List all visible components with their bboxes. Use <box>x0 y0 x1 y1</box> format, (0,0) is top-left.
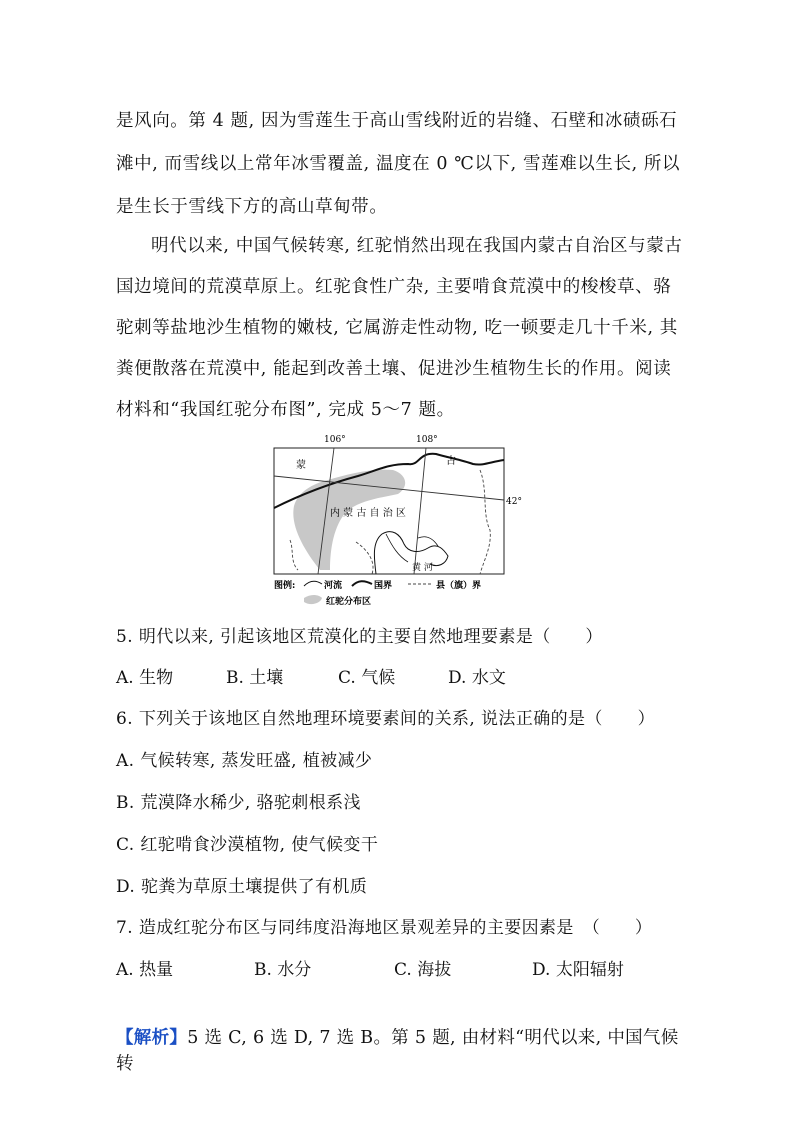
label-meng: 蒙 <box>296 460 306 471</box>
legend-camel-symbol <box>304 595 322 604</box>
q7-option-b: B. 水分 <box>254 960 312 980</box>
paragraph-material: 明代以来, 中国气候转寒, 红驼悄然出现在我国内蒙古自治区与蒙古国边境间的荒漠草原上。红驼食性广杂, 主要啃食荒漠中的梭梭草、骆驼刺等盐地沙生植物的嫩枝, 它属游走性动物, 吃一顿要走几十千米, 其粪便散落在荒漠中, 能起到改善土壤、促进沙生植物生长的作用。阅读材料和“我国红驼分布图”, 完成 5～7 题。 <box>116 236 683 420</box>
q5-option-a: A. 生物 <box>116 668 174 688</box>
analysis-line <box>116 1025 696 1077</box>
paragraph-prev-answer: 是风向。第 4 题, 因为雪莲生于高山雪线附近的岩缝、石壁和冰碛砾石滩中, 而雪线以上常年冰雪覆盖, 温度在 0 ℃以下, 雪莲难以生长, 所以是生长于雪线下方的高山草甸带。 <box>116 111 681 217</box>
camel-area <box>293 470 405 570</box>
river-tributary <box>418 537 438 546</box>
legend-border-label: 国界 <box>374 581 393 591</box>
analysis-tag: 【解析】 <box>116 1028 188 1048</box>
label-yellow-river: 黄 河 <box>412 563 433 573</box>
q5-option-d: D. 水文 <box>448 668 506 688</box>
label-inner-mongolia: 内 蒙 古 自 治 区 <box>330 508 406 519</box>
q6-option-c: C. 红驼啃食沙漠植物, 使气候变干 <box>116 835 379 855</box>
analysis-text: 5 选 C, 6 选 D, 7 选 B。第 5 题, 由材料“明代以来, 中国气候转 <box>116 1028 679 1074</box>
meridian-108 <box>414 448 426 574</box>
question-5-stem: 5. 明代以来, 引起该地区荒漠化的主要自然地理要素是（ ） <box>116 627 603 647</box>
county-boundary <box>480 470 490 574</box>
q5-option-c: C. 气候 <box>338 668 396 688</box>
legend-river-symbol <box>304 581 322 586</box>
q7-option-d: D. 太阳辐射 <box>532 960 624 980</box>
question-6-stem: 6. 下列关于该地区自然地理环境要素间的关系, 说法正确的是（ ） <box>116 709 656 729</box>
lon-106-label: 106° <box>324 435 346 445</box>
q7-option-c: C. 海拔 <box>394 960 452 980</box>
question-7-options <box>116 957 696 983</box>
legend-camel-label: 红驼分布区 <box>326 597 372 607</box>
q6-option-d: D. 驼粪为草原土壤提供了有机质 <box>116 877 368 897</box>
legend-county-label: 县（旗）界 <box>436 581 482 591</box>
river-tributary <box>386 534 408 562</box>
legend-border-symbol <box>352 581 372 586</box>
legend-river-label: 河流 <box>324 581 343 591</box>
q6-option-b: B. 荒漠降水稀少, 骆驼刺根系浅 <box>116 793 361 813</box>
legend-title: 图例: <box>274 581 296 591</box>
camel-distribution-map <box>268 430 530 610</box>
label-gu: 古 <box>446 456 456 467</box>
lat-42-label: 42° <box>506 497 522 507</box>
q5-option-b: B. 土壤 <box>226 668 284 688</box>
q7-option-a: A. 热量 <box>116 960 174 980</box>
lon-108-label: 108° <box>416 435 438 445</box>
question-7-stem: 7. 造成红驼分布区与同纬度沿海地区景观差异的主要因素是 （ ） <box>116 918 653 938</box>
question-5-options <box>116 665 696 691</box>
county-boundary <box>290 540 298 570</box>
q6-option-a: A. 气候转寒, 蒸发旺盛, 植被减少 <box>116 751 373 771</box>
county-boundary <box>356 542 373 574</box>
